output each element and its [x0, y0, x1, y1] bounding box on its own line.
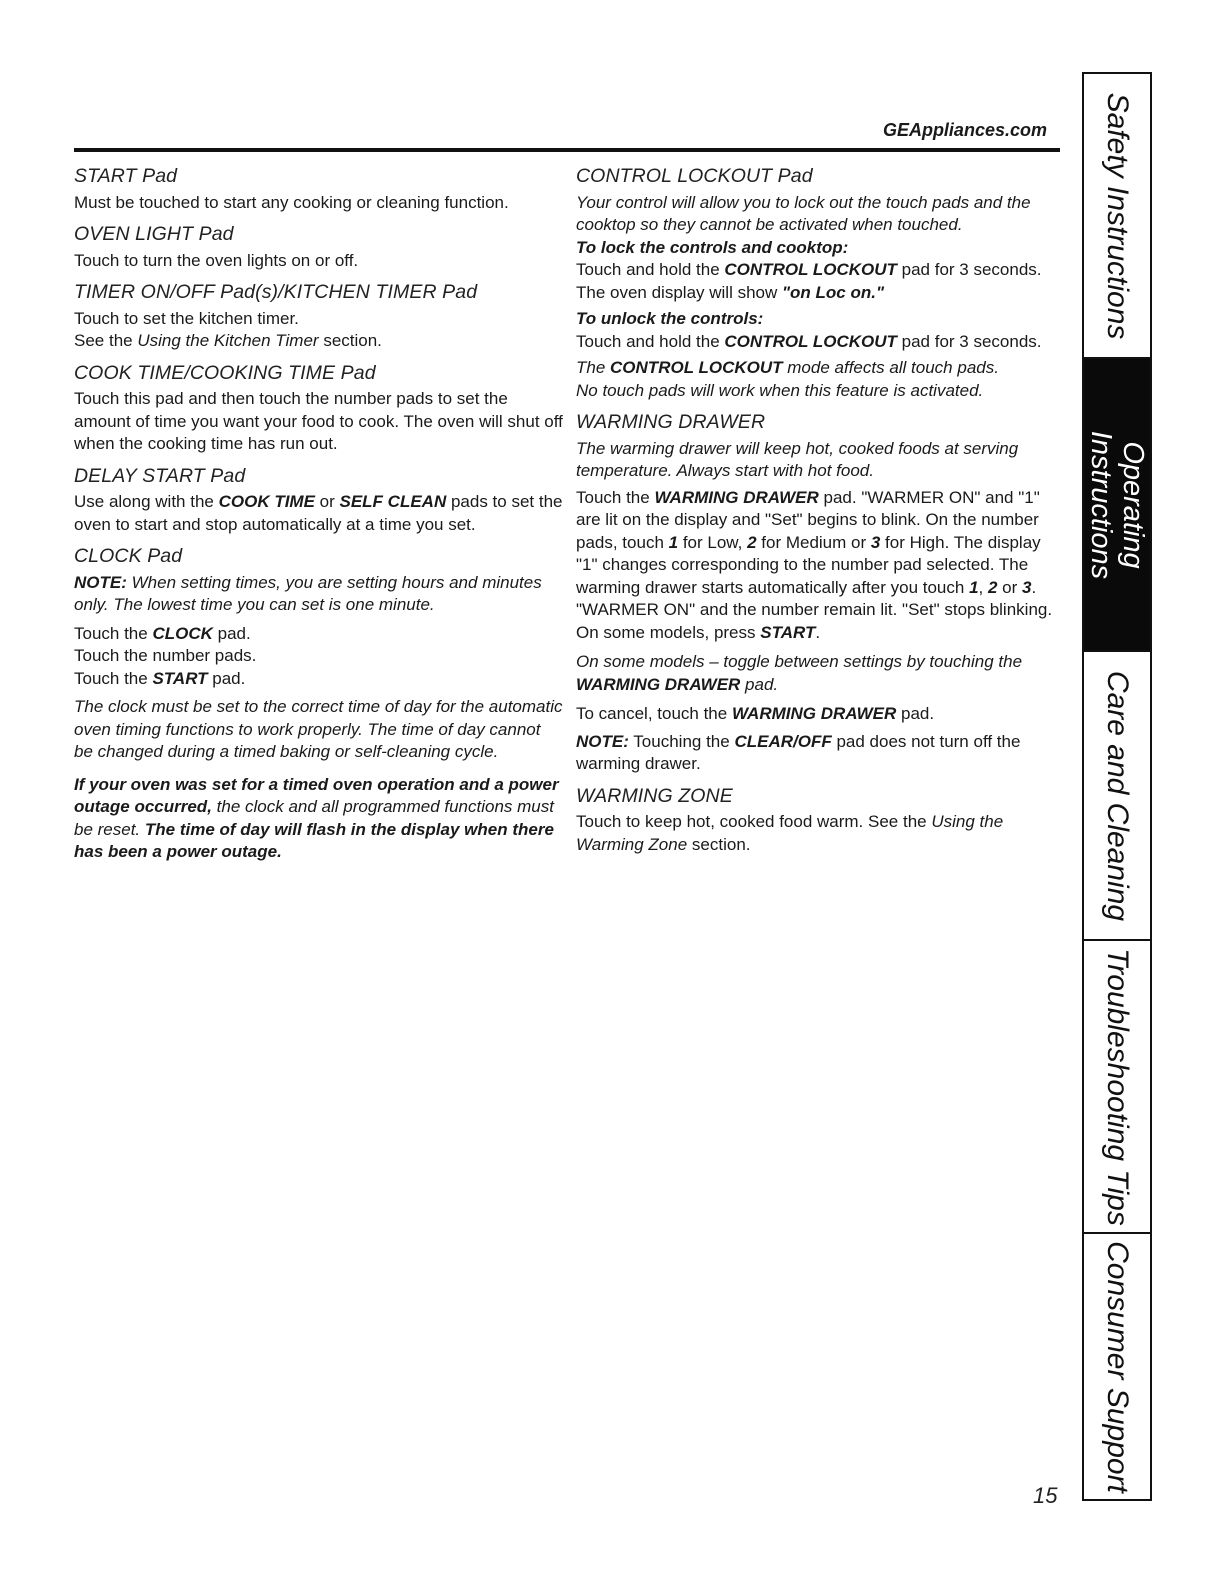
lock-display: The oven display will show "on Loc on." — [576, 282, 885, 302]
warming-drawer-note: NOTE: Touching the CLEAR/OFF pad does not turn off the warming drawer. — [576, 731, 1021, 773]
lock-subheading: To lock the controls and cooktop: — [576, 237, 849, 257]
clock-step-1: Touch the CLOCK pad. — [74, 623, 251, 643]
heading-timer: TIMER ON/OFF Pad(s)/KITCHEN TIMER Pad — [74, 281, 478, 303]
section-oven-light — [74, 223, 564, 272]
unlock-instruction: Touch and hold the CONTROL LOCKOUT pad for 3 seconds. — [576, 331, 1042, 351]
lockout-affects: The CONTROL LOCKOUT mode affects all touch pads. — [576, 358, 999, 377]
heading-oven-light: OVEN LIGHT Pad — [74, 223, 234, 245]
tab-consumer-support[interactable] — [1084, 1234, 1150, 1499]
tab-label-consumer: Consumer Support — [1101, 1240, 1134, 1493]
clock-step-3: Touch the START pad. — [74, 668, 246, 688]
site-url: GEAppliances.com — [882, 120, 1047, 140]
section-tabs — [1082, 72, 1152, 1501]
tab-label-safety: Safety Instructions — [1101, 92, 1134, 339]
section-start-pad — [74, 165, 564, 214]
tab-care-and-cleaning[interactable] — [1084, 652, 1150, 941]
clock-paragraph: The clock must be set to the correct time of day for the automatic oven timing functions to work properly. The time of day cannot be changed during a timed baking or self-cleaning cycle. — [74, 697, 563, 761]
timer-text-1: Touch to set the kitchen timer. — [74, 308, 299, 328]
start-pad-text: Must be touched to start any cooking or cleaning function. — [74, 192, 509, 212]
tab-safety-instructions[interactable] — [1084, 74, 1150, 359]
tab-operating-instructions[interactable] — [1084, 359, 1150, 652]
section-warming-drawer — [576, 411, 1066, 776]
power-outage-warning: If your oven was set for a timed oven operation and a power outage occurred, the clock and all programmed functions must be reset. The time of day will flash in the display when there has been a power outage. — [74, 774, 559, 861]
heading-warming-zone: WARMING ZONE — [576, 784, 733, 807]
right-column — [576, 165, 1066, 865]
left-column — [74, 165, 564, 873]
heading-control-lockout: CONTROL LOCKOUT Pad — [576, 165, 813, 187]
warming-drawer-instructions: Touch the WARMING DRAWER pad. "WARMER ON" and "1" are lit on the display and "Set" begins to blink. On the number pads, touch 1 for Low, 2 for Medium or 3 for High. The display "1" changes corresponding to the number pad selected. The warming drawer starts automatically after you touch 1, 2 or 3. "WARMER ON" and the number remain lit. "Set" stops blinking. On some models, press START. — [576, 487, 1053, 642]
lockout-intro: Your control will allow you to lock out the touch pads and the cooktop so they cannot be activated when touched. — [576, 192, 1031, 234]
delay-start-text: Use along with the COOK TIME or SELF CLEAN pads to set the oven to start and stop automatically at a time you set. — [74, 492, 563, 534]
section-cook-time — [74, 362, 564, 456]
section-clock — [74, 545, 564, 864]
cook-time-text: Touch this pad and then touch the number pads to set the amount of time you want your food to cook. The oven will shut off when the cooking time has run out. — [74, 389, 563, 453]
tab-label-troubleshooting: Troubleshooting Tips — [1101, 947, 1134, 1226]
tab-label-operating: Operating Instructions — [1085, 430, 1149, 579]
timer-text-2: See the Using the Kitchen Timer section. — [74, 331, 382, 350]
lockout-affects-2: No touch pads will work when this feature is activated. — [576, 380, 984, 400]
heading-cook-time: COOK TIME/COOKING TIME Pad — [74, 361, 376, 384]
clock-note: NOTE: When setting times, you are setting hours and minutes only. The lowest time you can set is one minute. — [74, 572, 542, 614]
heading-delay-start: DELAY START Pad — [74, 464, 246, 487]
oven-light-text: Touch to turn the oven lights on or off. — [74, 250, 359, 270]
warming-zone-text: Touch to keep hot, cooked food warm. See the Using the Warming Zone section. — [576, 812, 1004, 854]
heading-clock: CLOCK Pad — [74, 545, 183, 567]
section-delay-start — [74, 465, 564, 537]
heading-warming-drawer: WARMING DRAWER — [576, 411, 766, 433]
section-control-lockout — [576, 165, 1066, 402]
warming-drawer-toggle: On some models – toggle between settings by touching the WARMING DRAWER pad. — [576, 652, 1023, 694]
tab-label-care: Care and Cleaning — [1101, 670, 1134, 921]
section-warming-zone — [576, 785, 1066, 857]
section-timer — [74, 281, 564, 353]
heading-start-pad: START Pad — [74, 165, 178, 187]
lock-instruction: Touch and hold the CONTROL LOCKOUT pad for 3 seconds. — [576, 260, 1042, 279]
warming-drawer-intro: The warming drawer will keep hot, cooked foods at serving temperature. Always start with hot food. — [576, 438, 1019, 480]
page-number: 15 — [1033, 1483, 1058, 1508]
tab-troubleshooting-tips[interactable] — [1084, 941, 1150, 1234]
header-rule — [74, 148, 1060, 152]
unlock-subheading: To unlock the controls: — [576, 309, 764, 328]
warming-drawer-cancel: To cancel, touch the WARMING DRAWER pad. — [576, 704, 935, 723]
clock-step-2: Touch the number pads. — [74, 646, 257, 665]
